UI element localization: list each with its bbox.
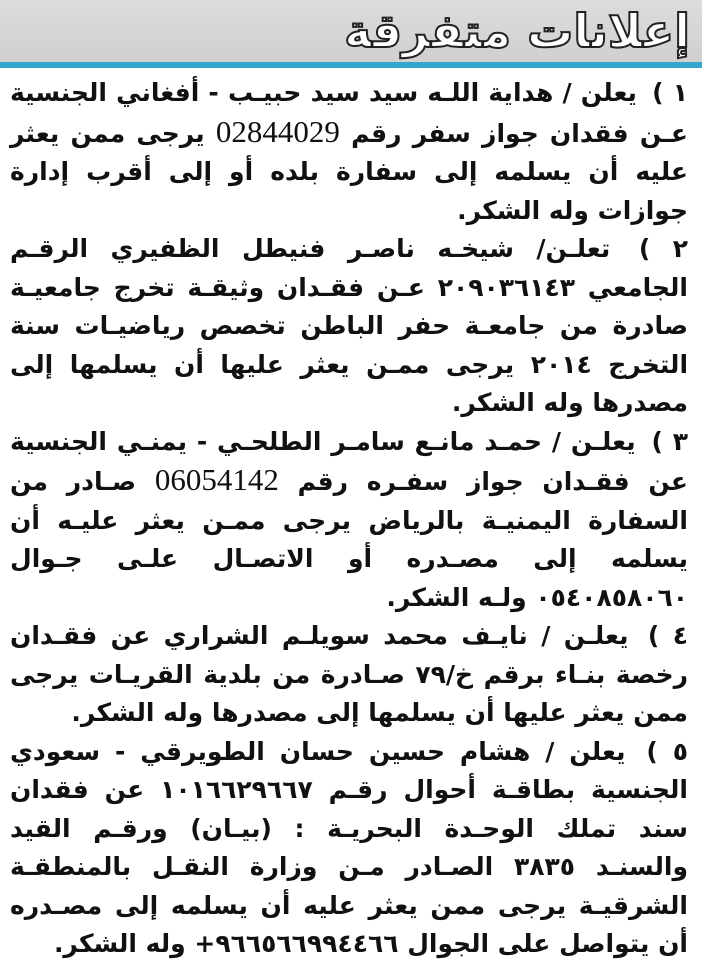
ad-number: ٤ ): [647, 621, 688, 650]
passport-number: 06054142: [154, 462, 279, 497]
ad-text: تعلـن/ شيخـه ناصـر فنيطل الظفيري الرقـم الجامعي ٢٠٩٠٣٦١٤٣ عـن فقـدان وثيقـة تخرج جامعيـة صادرة من جامعـة حفر الباطن تخصص رياضيـات سنة التخرج ٢٠١٤ يرجى ممـن يعثر عليها أن يسلمها إلى مصدرها وله الشكر.: [10, 234, 689, 417]
ad-text: يرجى ممن يعثر عليه أن يسلمه إلى سفارة بلده أو إلى أقرب إدارة جوازات وله الشكر.: [10, 118, 688, 225]
ad-item-5: [10, 733, 688, 964]
ad-item-1: [10, 74, 688, 230]
ad-text: يعلن / هداية اللـه سيد سيد حبيـب - أفغاني الجنسية عـن فقدان جواز سفر رقم: [10, 78, 688, 148]
passport-number: 02844029: [215, 113, 340, 149]
ad-text: صـادر من السفارة اليمنيـة بالرياض يرجى ممـن يعثر عليـه أن يسلمه إلى مصـدره أو الاتصـال علـى جـوال ٠٥٤٠٨٥٨٠٦٠ ولـه الشكر.: [10, 467, 688, 612]
ad-number: ٢ ): [638, 234, 688, 263]
ad-text: يعلـن / نايـف محمد سويلـم الشراري عن فقـدان رخصة بنـاء برقم خ/٧٩ صـادرة من بلدية القريـات يرجى ممن يعثر عليها أن يسلمها إلى مصدرها وله الشكر.: [10, 621, 689, 727]
ad-text: يعلن / هشام حسين حسان الطويرقي - سعودي الجنسية بطاقـة أحوال رقـم ١٠١٦٦٢٩٦٦٧ عن فقدان سند تملك الوحـدة البحريـة : (بيـان) ورقـم القيد والسنـد ٣٨٣٥ الصـادر مـن وزارة النقـل بالمنطقـة الشرقيـة يرجى ممن يعثر عليه أن يسلمه إلى مصـدره أن يتواصل على الجوال ٩٦٦٥٦٦٩٩٤٤٦٦+ وله الشكر.: [10, 736, 688, 958]
ad-item-4: [10, 617, 688, 733]
ad-text: يعلـن / حمـد مانـع سامـر الطلحـي - يمنـي الجنسية عن فقـدان جواز سفـره رقم: [10, 426, 688, 496]
section-title: إعلانات متفرقة: [344, 4, 690, 58]
ad-item-2: [10, 230, 688, 423]
ads-list: [0, 68, 702, 964]
ad-number: ١ ): [652, 78, 688, 107]
ad-number: ٣ ): [651, 426, 688, 456]
section-header: [0, 0, 702, 62]
ad-item-3: [10, 423, 688, 618]
ad-number: ٥ ): [646, 736, 688, 766]
